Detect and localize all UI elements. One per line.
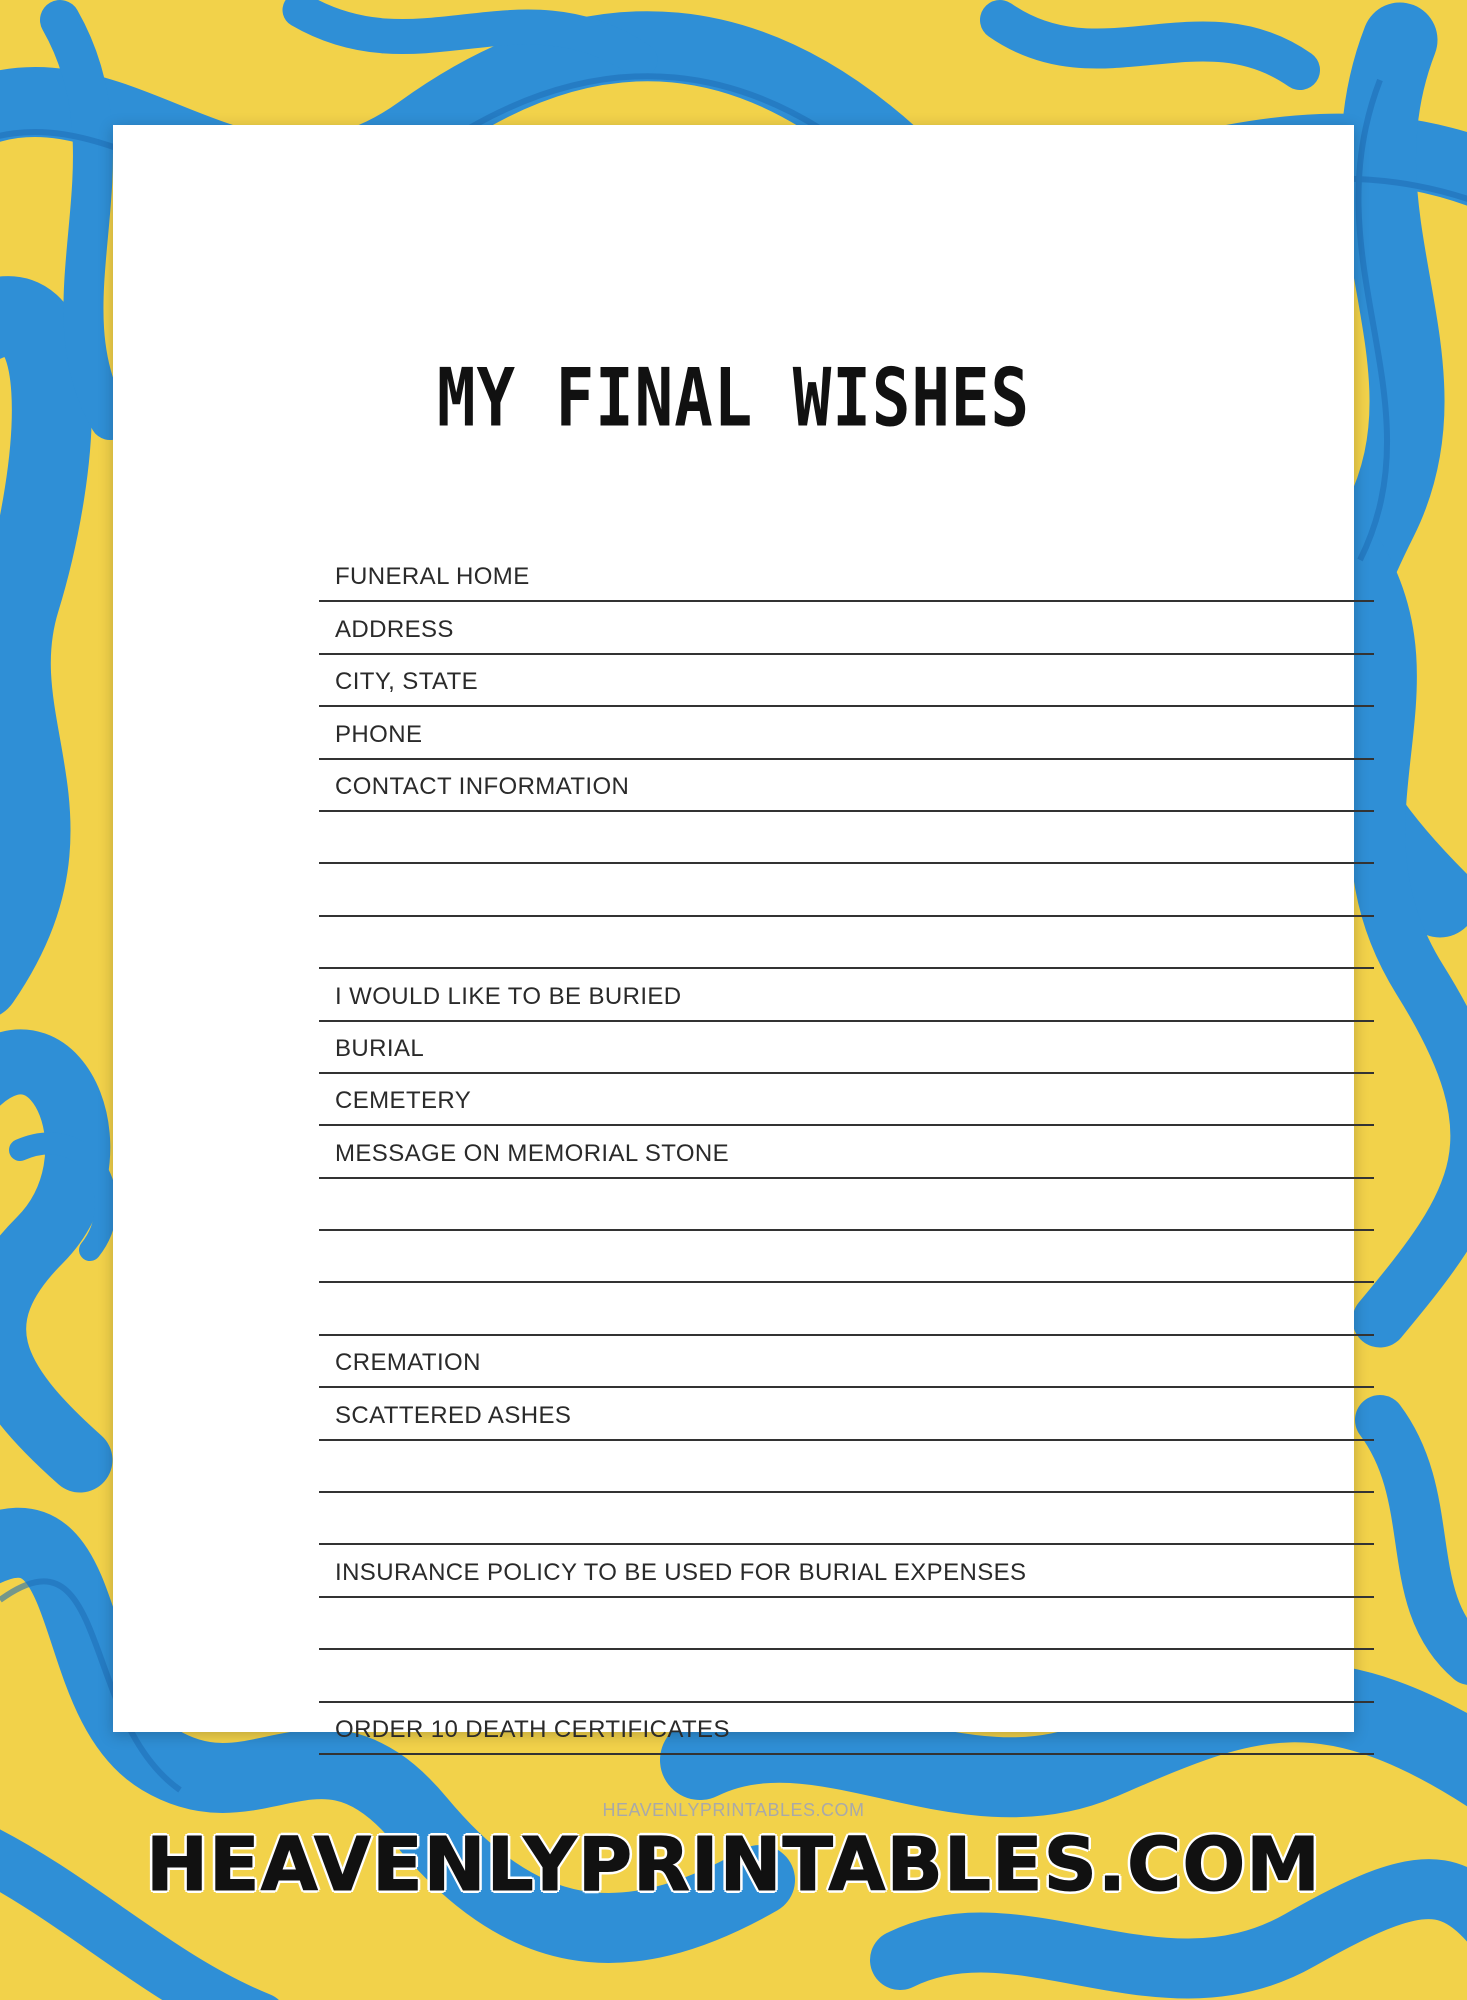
form-field-row[interactable] <box>319 655 1374 707</box>
form-field-row[interactable] <box>319 602 1374 654</box>
field-label: SCATTERED ASHES <box>335 1401 572 1429</box>
field-label: CITY, STATE <box>335 668 479 696</box>
blank-writing-line[interactable] <box>319 812 1374 864</box>
form-field-row[interactable] <box>319 1388 1374 1440</box>
form-field-row[interactable] <box>319 969 1374 1021</box>
field-label: I WOULD LIKE TO BE BURIED <box>335 982 682 1010</box>
sheet-footer-url: HEAVENLYPRINTABLES.COM <box>602 1800 865 1820</box>
blank-writing-line[interactable] <box>319 1231 1374 1283</box>
form-field-row[interactable] <box>319 1022 1374 1074</box>
form-field-row[interactable] <box>319 1703 1374 1755</box>
form-field-row[interactable] <box>319 550 1374 602</box>
blank-writing-line[interactable] <box>319 864 1374 916</box>
blank-writing-line[interactable] <box>319 1650 1374 1702</box>
field-label: ORDER 10 DEATH CERTIFICATES <box>335 1715 730 1743</box>
field-label: CONTACT INFORMATION <box>335 772 630 800</box>
blank-writing-line[interactable] <box>319 1441 1374 1493</box>
field-label: MESSAGE ON MEMORIAL STONE <box>335 1139 730 1167</box>
page-title: MY FINAL WISHES <box>437 353 1030 446</box>
field-label: INSURANCE POLICY TO BE USED FOR BURIAL EXPENSES <box>335 1558 1027 1586</box>
field-label: CREMATION <box>335 1349 481 1377</box>
field-label: BURIAL <box>335 1034 425 1062</box>
field-label: ADDRESS <box>335 615 454 643</box>
blank-writing-line[interactable] <box>319 1598 1374 1650</box>
website-banner: HEAVENLYPRINTABLES.COM <box>146 1822 1321 1908</box>
form-lines <box>319 550 1374 1755</box>
form-field-row[interactable] <box>319 1126 1374 1178</box>
form-field-row[interactable] <box>319 1545 1374 1597</box>
blank-writing-line[interactable] <box>319 1179 1374 1231</box>
field-label: CEMETERY <box>335 1087 472 1115</box>
printable-sheet <box>113 125 1354 1820</box>
blank-writing-line[interactable] <box>319 1283 1374 1335</box>
field-label: FUNERAL HOME <box>335 563 530 591</box>
form-field-row[interactable] <box>319 1336 1374 1388</box>
field-label: PHONE <box>335 720 423 748</box>
blank-writing-line[interactable] <box>319 917 1374 969</box>
form-field-row[interactable] <box>319 1074 1374 1126</box>
form-field-row[interactable] <box>319 760 1374 812</box>
blank-writing-line[interactable] <box>319 1493 1374 1545</box>
form-field-row[interactable] <box>319 707 1374 759</box>
